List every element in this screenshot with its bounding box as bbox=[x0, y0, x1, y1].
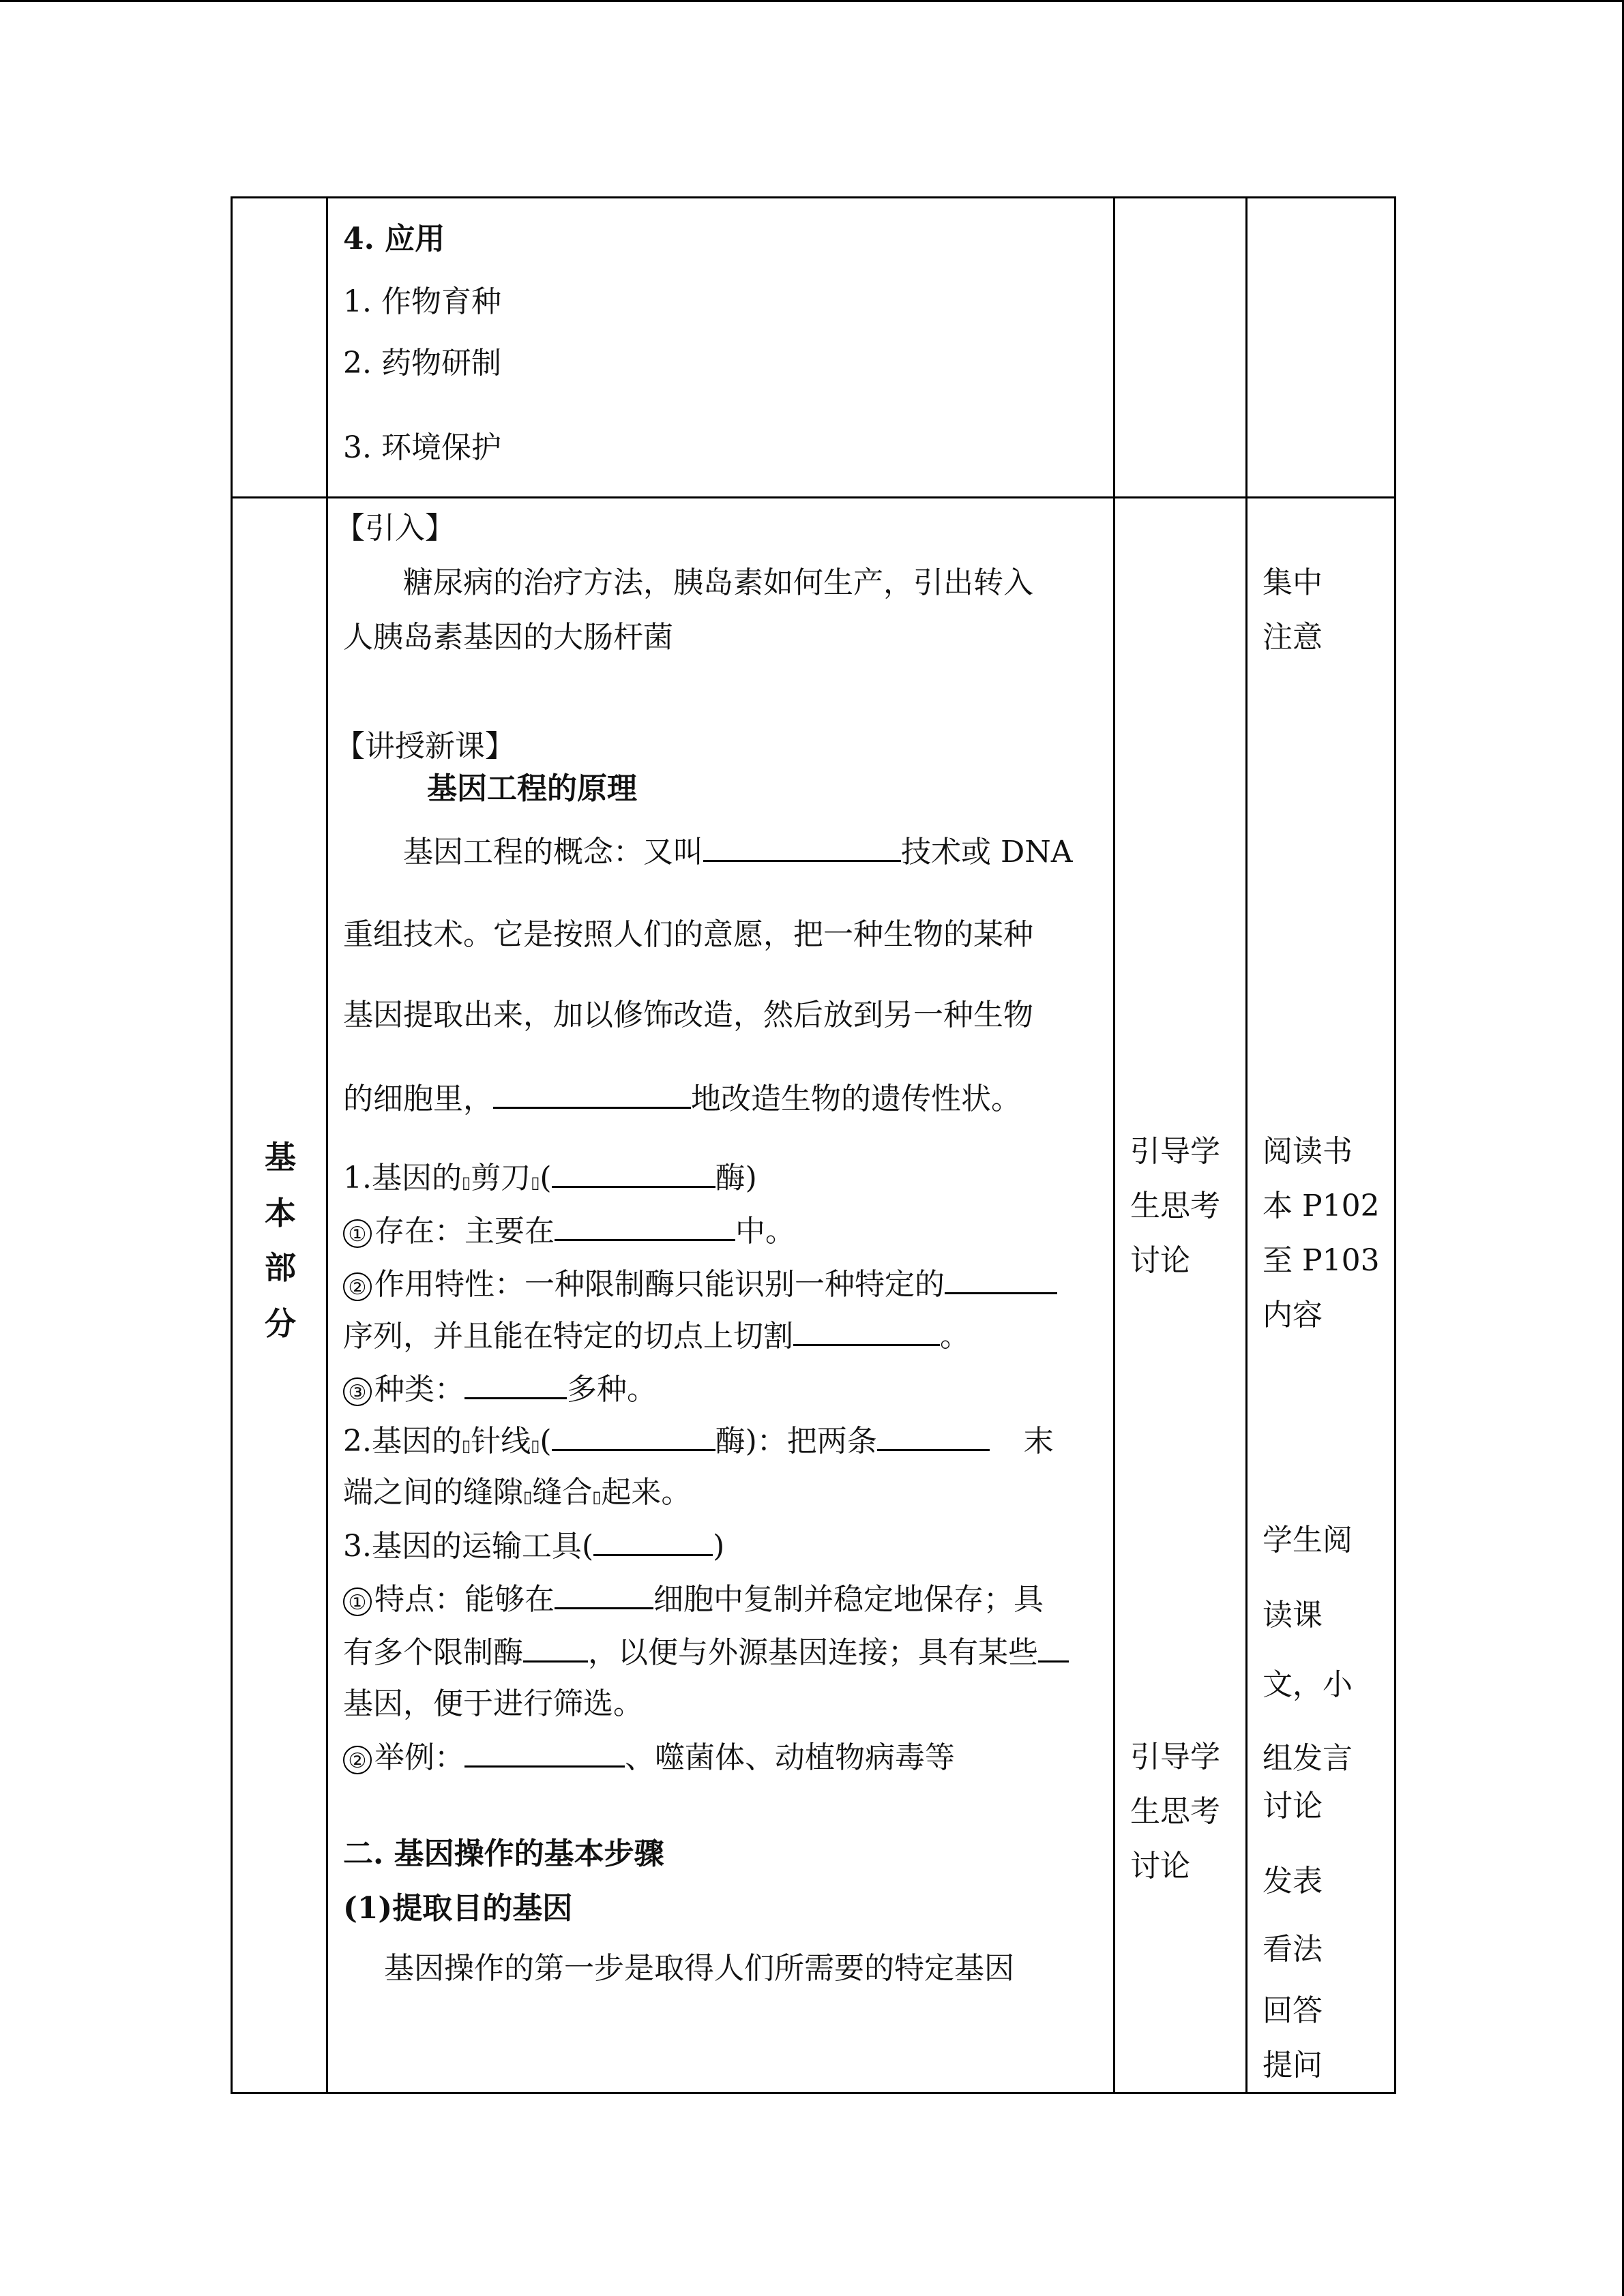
application-item: 3. 环境保护 bbox=[343, 430, 501, 465]
circled-number: ③ bbox=[343, 1377, 372, 1406]
fill-blank bbox=[555, 1212, 735, 1241]
fill-blank bbox=[703, 833, 901, 862]
intro-text: 人胰岛素基因的大肠杆菌 bbox=[343, 620, 673, 655]
needle-text: ( bbox=[540, 1424, 552, 1459]
concept-text: 技术或 DNA bbox=[901, 835, 1073, 869]
student-activity: 至 P103 bbox=[1263, 1243, 1380, 1278]
fill-blank bbox=[552, 1422, 715, 1451]
example-text: 举例： bbox=[374, 1740, 464, 1775]
circled-number: ① bbox=[343, 1587, 372, 1616]
intro-tag: 【引入】 bbox=[335, 511, 455, 546]
student-activity: 提问 bbox=[1263, 2048, 1323, 2083]
scissors-text: ( bbox=[540, 1161, 552, 1195]
application-item: 2. 药物研制 bbox=[343, 346, 501, 381]
section-cell-basic bbox=[232, 498, 327, 2093]
teacher-activity: 讨论 bbox=[1130, 1849, 1190, 1883]
feature-text: 有多个限制酶 bbox=[343, 1635, 523, 1670]
kinds-text: 多种。 bbox=[567, 1372, 657, 1407]
page-top-border bbox=[0, 0, 1624, 2]
concept-line bbox=[403, 833, 1073, 871]
content-cell-applications bbox=[327, 198, 1114, 498]
fill-blank bbox=[555, 1580, 653, 1609]
principle-title: 基因工程的原理 bbox=[427, 771, 637, 806]
application-item: 1. 作物育种 bbox=[343, 284, 501, 319]
fill-blank bbox=[493, 1079, 691, 1109]
missing-glyph: ▯ bbox=[461, 1436, 471, 1455]
section-label-char: 基 bbox=[265, 1139, 296, 1176]
circled-number: ② bbox=[343, 1272, 372, 1301]
student-cell-empty bbox=[1247, 198, 1396, 498]
fill-blank bbox=[523, 1633, 588, 1663]
needle-text: 端之间的缝隙 bbox=[343, 1475, 523, 1510]
needle-text: 起来。 bbox=[601, 1475, 692, 1510]
example-line bbox=[343, 1738, 955, 1777]
student-activity: 读课 bbox=[1263, 1598, 1323, 1632]
student-activity: 文，小 bbox=[1263, 1667, 1353, 1702]
student-activity: 内容 bbox=[1263, 1298, 1323, 1332]
concept-text: 地改造生物的遗传性状。 bbox=[691, 1082, 1021, 1116]
feature-line: 基因，便于进行筛选。 bbox=[343, 1686, 643, 1721]
function-text: 序列，并且能在特定的切点上切割 bbox=[343, 1319, 793, 1354]
concept-line: 重组技术。它是按照人们的意愿，把一种生物的某种 bbox=[343, 917, 1033, 952]
applications-heading: 4. 应用 bbox=[343, 222, 445, 256]
table-row-applications bbox=[232, 198, 1396, 498]
circled-number: ① bbox=[343, 1219, 372, 1248]
needle-text: 缝合 bbox=[532, 1475, 593, 1510]
table-row-basic-part bbox=[232, 498, 1396, 2093]
fill-blank bbox=[1038, 1633, 1069, 1663]
vector-line bbox=[343, 1527, 724, 1566]
step1-text: 基因操作的第一步是取得人们所需要的特定基因 bbox=[384, 1951, 1014, 1986]
circled-number: ② bbox=[343, 1746, 372, 1774]
needle-line bbox=[343, 1422, 1054, 1465]
missing-glyph: ▯ bbox=[461, 1173, 471, 1192]
student-activity: 看法 bbox=[1263, 1932, 1323, 1967]
needle-text: 针线 bbox=[471, 1424, 531, 1459]
feature-text: 特点：能够在 bbox=[374, 1582, 555, 1617]
scissors-text: 剪刀 bbox=[471, 1161, 531, 1195]
content-cell-basic bbox=[327, 498, 1114, 2093]
intro-text: 糖尿病的治疗方法，胰岛素如何生产，引出转入 bbox=[403, 565, 1033, 600]
kinds-line bbox=[343, 1370, 657, 1409]
student-activity: 组发言 bbox=[1263, 1741, 1353, 1776]
concept-line: 基因提取出来，加以修饰改造，然后放到另一种生物 bbox=[343, 998, 1033, 1032]
needle-text: 末 bbox=[1023, 1424, 1054, 1459]
missing-glyph: ▯ bbox=[531, 1173, 540, 1192]
teacher-activity: 生思考 bbox=[1130, 1794, 1220, 1829]
student-activity: 学生阅 bbox=[1263, 1523, 1353, 1557]
student-activity: 阅读书 bbox=[1263, 1134, 1353, 1169]
student-activity: 注意 bbox=[1263, 620, 1323, 655]
missing-glyph: ▯ bbox=[523, 1487, 533, 1506]
teacher-cell-basic bbox=[1114, 498, 1247, 2093]
exist-text: 中。 bbox=[735, 1214, 795, 1249]
fill-blank bbox=[793, 1317, 940, 1346]
needle-text: 酶)：把两条 bbox=[715, 1424, 877, 1459]
lesson-plan-table bbox=[231, 196, 1396, 2094]
student-activity: 讨论 bbox=[1263, 1789, 1323, 1823]
scissors-text: 1.基因的 bbox=[343, 1161, 462, 1195]
vector-text: 3.基因的运输工具( bbox=[343, 1529, 594, 1564]
student-activity: 发表 bbox=[1263, 1864, 1323, 1898]
scissors-line bbox=[343, 1159, 757, 1202]
fill-blank bbox=[464, 1738, 625, 1768]
scissors-text: 酶) bbox=[715, 1161, 757, 1195]
needle-line bbox=[343, 1474, 691, 1516]
exist-text: 存在：主要在 bbox=[374, 1214, 555, 1249]
section-label-char: 分 bbox=[265, 1305, 296, 1342]
missing-glyph: ▯ bbox=[592, 1487, 602, 1506]
teacher-cell-empty bbox=[1114, 198, 1247, 498]
feature-text: ，以便与外源基因连接；具有某些 bbox=[588, 1635, 1038, 1670]
function-line bbox=[343, 1317, 970, 1356]
section-label-char: 部 bbox=[265, 1249, 296, 1286]
function-text: 。 bbox=[940, 1319, 970, 1354]
concept-text: 基因工程的概念：又叫 bbox=[403, 835, 703, 869]
concept-text: 的细胞里， bbox=[343, 1082, 493, 1116]
student-activity: 回答 bbox=[1263, 1993, 1323, 2028]
student-cell-basic bbox=[1247, 498, 1396, 2093]
fill-blank bbox=[593, 1527, 713, 1556]
feature-line bbox=[343, 1580, 1044, 1619]
exist-line bbox=[343, 1212, 795, 1251]
function-text: 作用特性：一种限制酶只能识别一种特定的 bbox=[374, 1267, 945, 1302]
lecture-tag: 【讲授新课】 bbox=[335, 729, 515, 764]
missing-glyph: ▯ bbox=[531, 1436, 540, 1455]
teacher-activity: 引导学 bbox=[1130, 1740, 1220, 1774]
fill-blank bbox=[464, 1370, 567, 1399]
needle-text: 2.基因的 bbox=[343, 1424, 462, 1459]
student-activity: 本 P102 bbox=[1263, 1189, 1380, 1223]
kinds-text: 种类： bbox=[374, 1372, 464, 1407]
section-label-char: 本 bbox=[265, 1195, 296, 1232]
function-line bbox=[343, 1265, 1057, 1304]
concept-line bbox=[343, 1079, 1021, 1118]
feature-line bbox=[343, 1633, 1069, 1672]
fill-blank bbox=[945, 1265, 1057, 1294]
example-text: 、噬菌体、动植物病毒等 bbox=[625, 1740, 955, 1775]
teacher-activity: 生思考 bbox=[1130, 1189, 1220, 1223]
feature-text: 细胞中复制并稳定地保存；具 bbox=[653, 1582, 1044, 1617]
section-cell-empty bbox=[232, 198, 327, 498]
vector-text: ) bbox=[713, 1529, 725, 1564]
teacher-activity: 讨论 bbox=[1130, 1243, 1190, 1278]
steps-title: 二. 基因操作的基本步骤 bbox=[343, 1836, 664, 1871]
step1-title: (1)提取目的基因 bbox=[343, 1891, 573, 1926]
fill-blank bbox=[552, 1159, 715, 1188]
fill-blank bbox=[877, 1422, 990, 1451]
teacher-activity: 引导学 bbox=[1130, 1134, 1220, 1169]
student-activity: 集中 bbox=[1263, 565, 1323, 600]
